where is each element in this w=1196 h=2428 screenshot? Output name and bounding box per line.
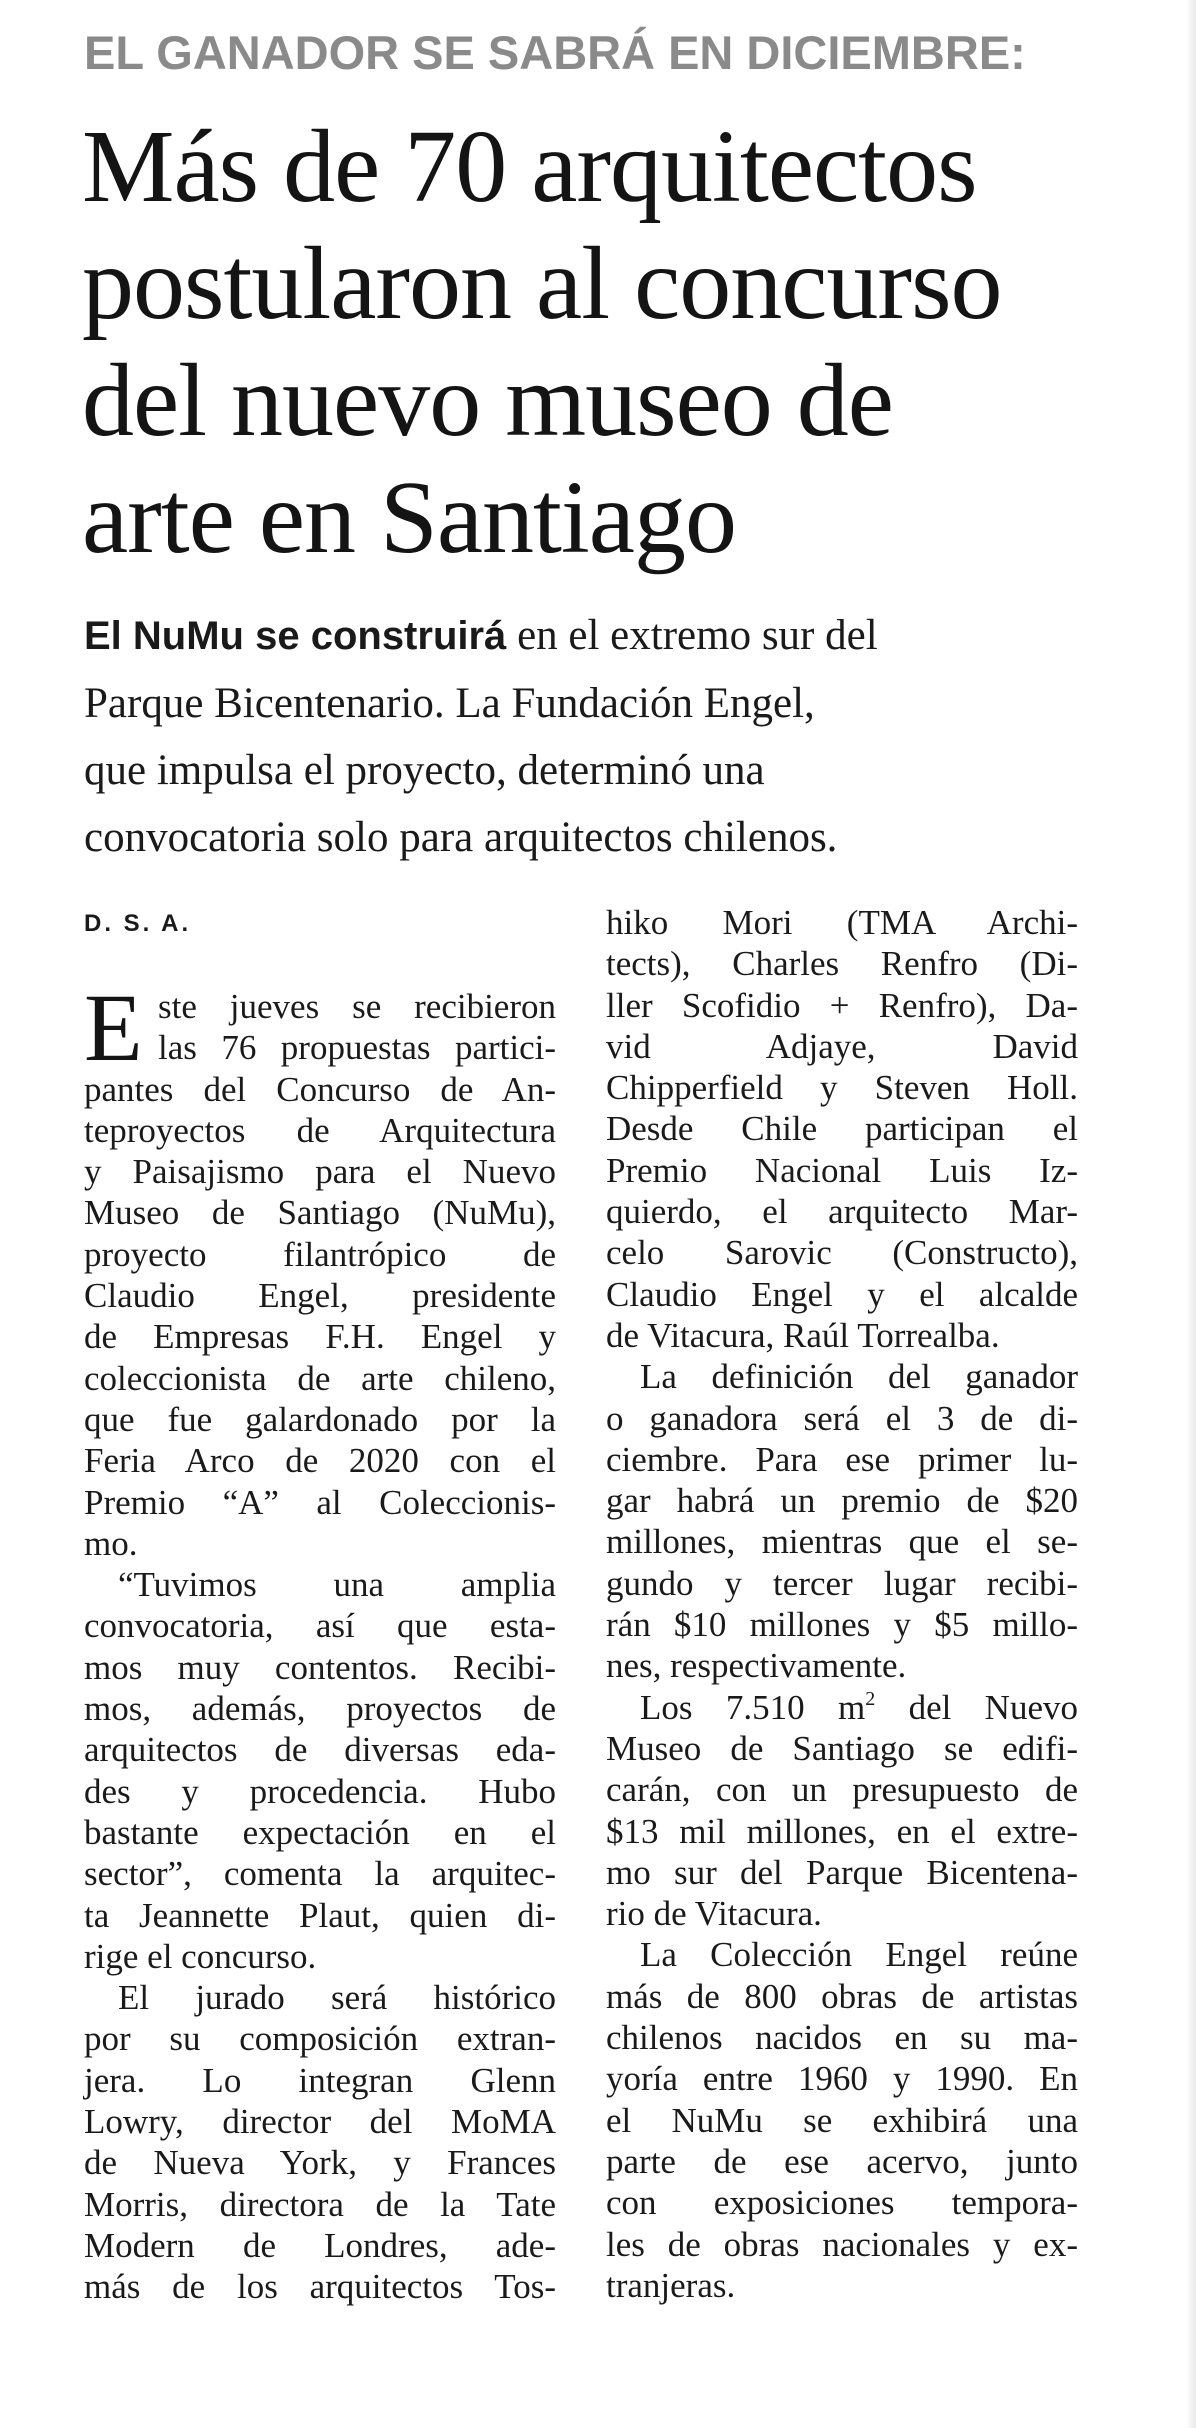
body-line: celo Sarovic (Constructo),	[606, 1233, 1078, 1273]
body-line: Premio “A” al Coleccionis-	[84, 1482, 556, 1522]
body-line: Premio Nacional Luis Iz-	[606, 1150, 1078, 1190]
lede-line: convocatoria solo para arquitectos chilenos.	[84, 814, 838, 861]
kicker: EL GANADOR SE SABRÁ EN DICIEMBRE:	[84, 26, 1026, 79]
body-line: nes, respectivamente.	[606, 1646, 907, 1686]
paragraph-2	[84, 1564, 556, 1977]
paragraph-5	[606, 1687, 1078, 1935]
body-line: des y procedencia. Hubo	[84, 1771, 556, 1811]
body-line: gar habrá un premio de $20	[606, 1481, 1078, 1521]
body-line: pantes del Concurso de An-	[84, 1069, 556, 1109]
body-line: vid Adjaye, David	[606, 1026, 1078, 1066]
body-line: las 76 propuestas partici-	[158, 1028, 556, 1068]
body-line: teproyectos de Arquitectura	[84, 1110, 556, 1150]
body-line: más de 800 obras de artistas	[606, 1976, 1078, 2016]
headline	[82, 108, 1152, 576]
body-line: rige el concurso.	[84, 1936, 317, 1976]
paragraph-6	[606, 1934, 1078, 2306]
body-line: con exposiciones tempora-	[606, 2183, 1078, 2223]
body-line: ta Jeannette Plaut, quien di-	[84, 1895, 556, 1935]
body-line: La Colección Engel reúne	[640, 1935, 1078, 1975]
lede-line: que impulsa el proyecto, determinó una	[84, 747, 765, 794]
body-line: Desde Chile participan el	[606, 1109, 1078, 1149]
body-line: mos, además, proyectos de	[84, 1689, 556, 1729]
lede	[84, 602, 1144, 871]
body-line: jera. Lo integran Glenn	[84, 2060, 556, 2100]
body-line	[606, 1687, 1078, 1728]
body-line: bastante expectación en el	[84, 1812, 556, 1852]
body-line: Museo de Santiago (NuMu),	[84, 1193, 556, 1233]
body-line: “Tuvimos una amplia	[118, 1565, 556, 1605]
body-line: carán, con un presupuesto de	[606, 1770, 1078, 1810]
body-line: les de obras nacionales y ex-	[606, 2224, 1078, 2264]
drop-cap: E	[84, 974, 143, 1081]
body-line: que fue galardonado por la	[84, 1399, 556, 1439]
paragraph-1	[84, 974, 556, 1564]
body-line: mo.	[84, 1523, 138, 1563]
body-line: $13 mil millones, en el extre-	[606, 1811, 1078, 1851]
body-line: de Nueva York, y Frances	[84, 2143, 556, 2183]
body-line: millones, mientras que el se-	[606, 1522, 1078, 1562]
area-text-rest: del Nuevo	[875, 1687, 1078, 1727]
body-line: gundo y tercer lugar recibi-	[606, 1563, 1078, 1603]
headline-line: del nuevo museo de	[82, 343, 893, 458]
paragraph-3	[84, 1977, 556, 2307]
body-line: por su composición extran-	[84, 2019, 556, 2059]
body-line: o ganadora será el 3 de di-	[606, 1398, 1078, 1438]
body-line: convocatoria, así que esta-	[84, 1606, 556, 1646]
body-line: de Vitacura, Raúl Torrealba.	[606, 1315, 1000, 1355]
body-line: coleccionista de arte chileno,	[84, 1358, 556, 1398]
body-line: de Empresas F.H. Engel y	[84, 1317, 556, 1357]
page-edge-shadow	[1186, 0, 1196, 2428]
body-line: más de los arquitectos Tos-	[84, 2267, 556, 2307]
body-line: mos muy contentos. Recibi-	[84, 1647, 556, 1687]
headline-line: postularon al concurso	[82, 226, 1002, 341]
body-line: Chipperfield y Steven Holl.	[606, 1068, 1078, 1108]
body-line: Museo de Santiago se edifi-	[606, 1728, 1078, 1768]
body-line: rán $10 millones y $5 millo-	[606, 1605, 1078, 1645]
lede-line	[84, 602, 1144, 670]
byline: D. S. A.	[84, 910, 192, 937]
headline-line: Más de 70 arquitectos	[82, 109, 977, 224]
body-line: Modern de Londres, ade-	[84, 2225, 556, 2265]
headline-line: arte en Santiago	[82, 460, 736, 575]
body-line: mo sur del Parque Bicentena-	[606, 1852, 1078, 1892]
body-line: sector”, comenta la arquitec-	[84, 1854, 556, 1894]
body-line: el NuMu se exhibirá una	[606, 2100, 1078, 2140]
body-line: Feria Arco de 2020 con el	[84, 1441, 556, 1481]
paragraph-4	[606, 1356, 1078, 1686]
area-text: Los 7.510 m	[640, 1687, 866, 1727]
body-line: ste jueves se recibieron	[158, 987, 556, 1026]
body-line: tranjeras.	[606, 2265, 736, 2305]
body-column-left	[84, 974, 556, 2308]
body-line: hiko Mori (TMA Archi-	[606, 903, 1078, 942]
body-line: yoría entre 1960 y 1990. En	[606, 2059, 1078, 2099]
body-line: proyecto filantrópico de	[84, 1234, 556, 1274]
body-line: ller Scofidio + Renfro), Da-	[606, 985, 1078, 1025]
superscript: 2	[865, 1687, 876, 1710]
body-line: Morris, directora de la Tate	[84, 2184, 556, 2224]
body-line: Claudio Engel, presidente	[84, 1276, 556, 1316]
body-line: Claudio Engel y el alcalde	[606, 1274, 1078, 1314]
lede-bold-lead: El NuMu se construirá	[84, 614, 507, 658]
body-line: chilenos nacidos en su ma-	[606, 2018, 1078, 2058]
body-line: Lowry, director del MoMA	[84, 2102, 556, 2142]
paragraph-3-continued	[606, 902, 1078, 1356]
body-line: ciembre. Para ese primer lu-	[606, 1439, 1078, 1479]
body-line: rio de Vitacura.	[606, 1894, 822, 1934]
body-line: arquitectos de diversas eda-	[84, 1730, 556, 1770]
body-line: parte de ese acervo, junto	[606, 2141, 1078, 2181]
lede-line: Parque Bicentenario. La Fundación Engel,	[84, 680, 815, 727]
body-line: quierdo, el arquitecto Mar-	[606, 1192, 1078, 1232]
body-line: La definición del ganador	[640, 1357, 1078, 1397]
body-column-right	[606, 902, 1078, 2306]
body-line: El jurado será histórico	[118, 1978, 556, 2018]
body-line: y Paisajismo para el Nuevo	[84, 1152, 556, 1192]
lede-line1-rest: en el extremo sur del	[506, 612, 878, 659]
body-line: tects), Charles Renfro (Di-	[606, 944, 1078, 984]
